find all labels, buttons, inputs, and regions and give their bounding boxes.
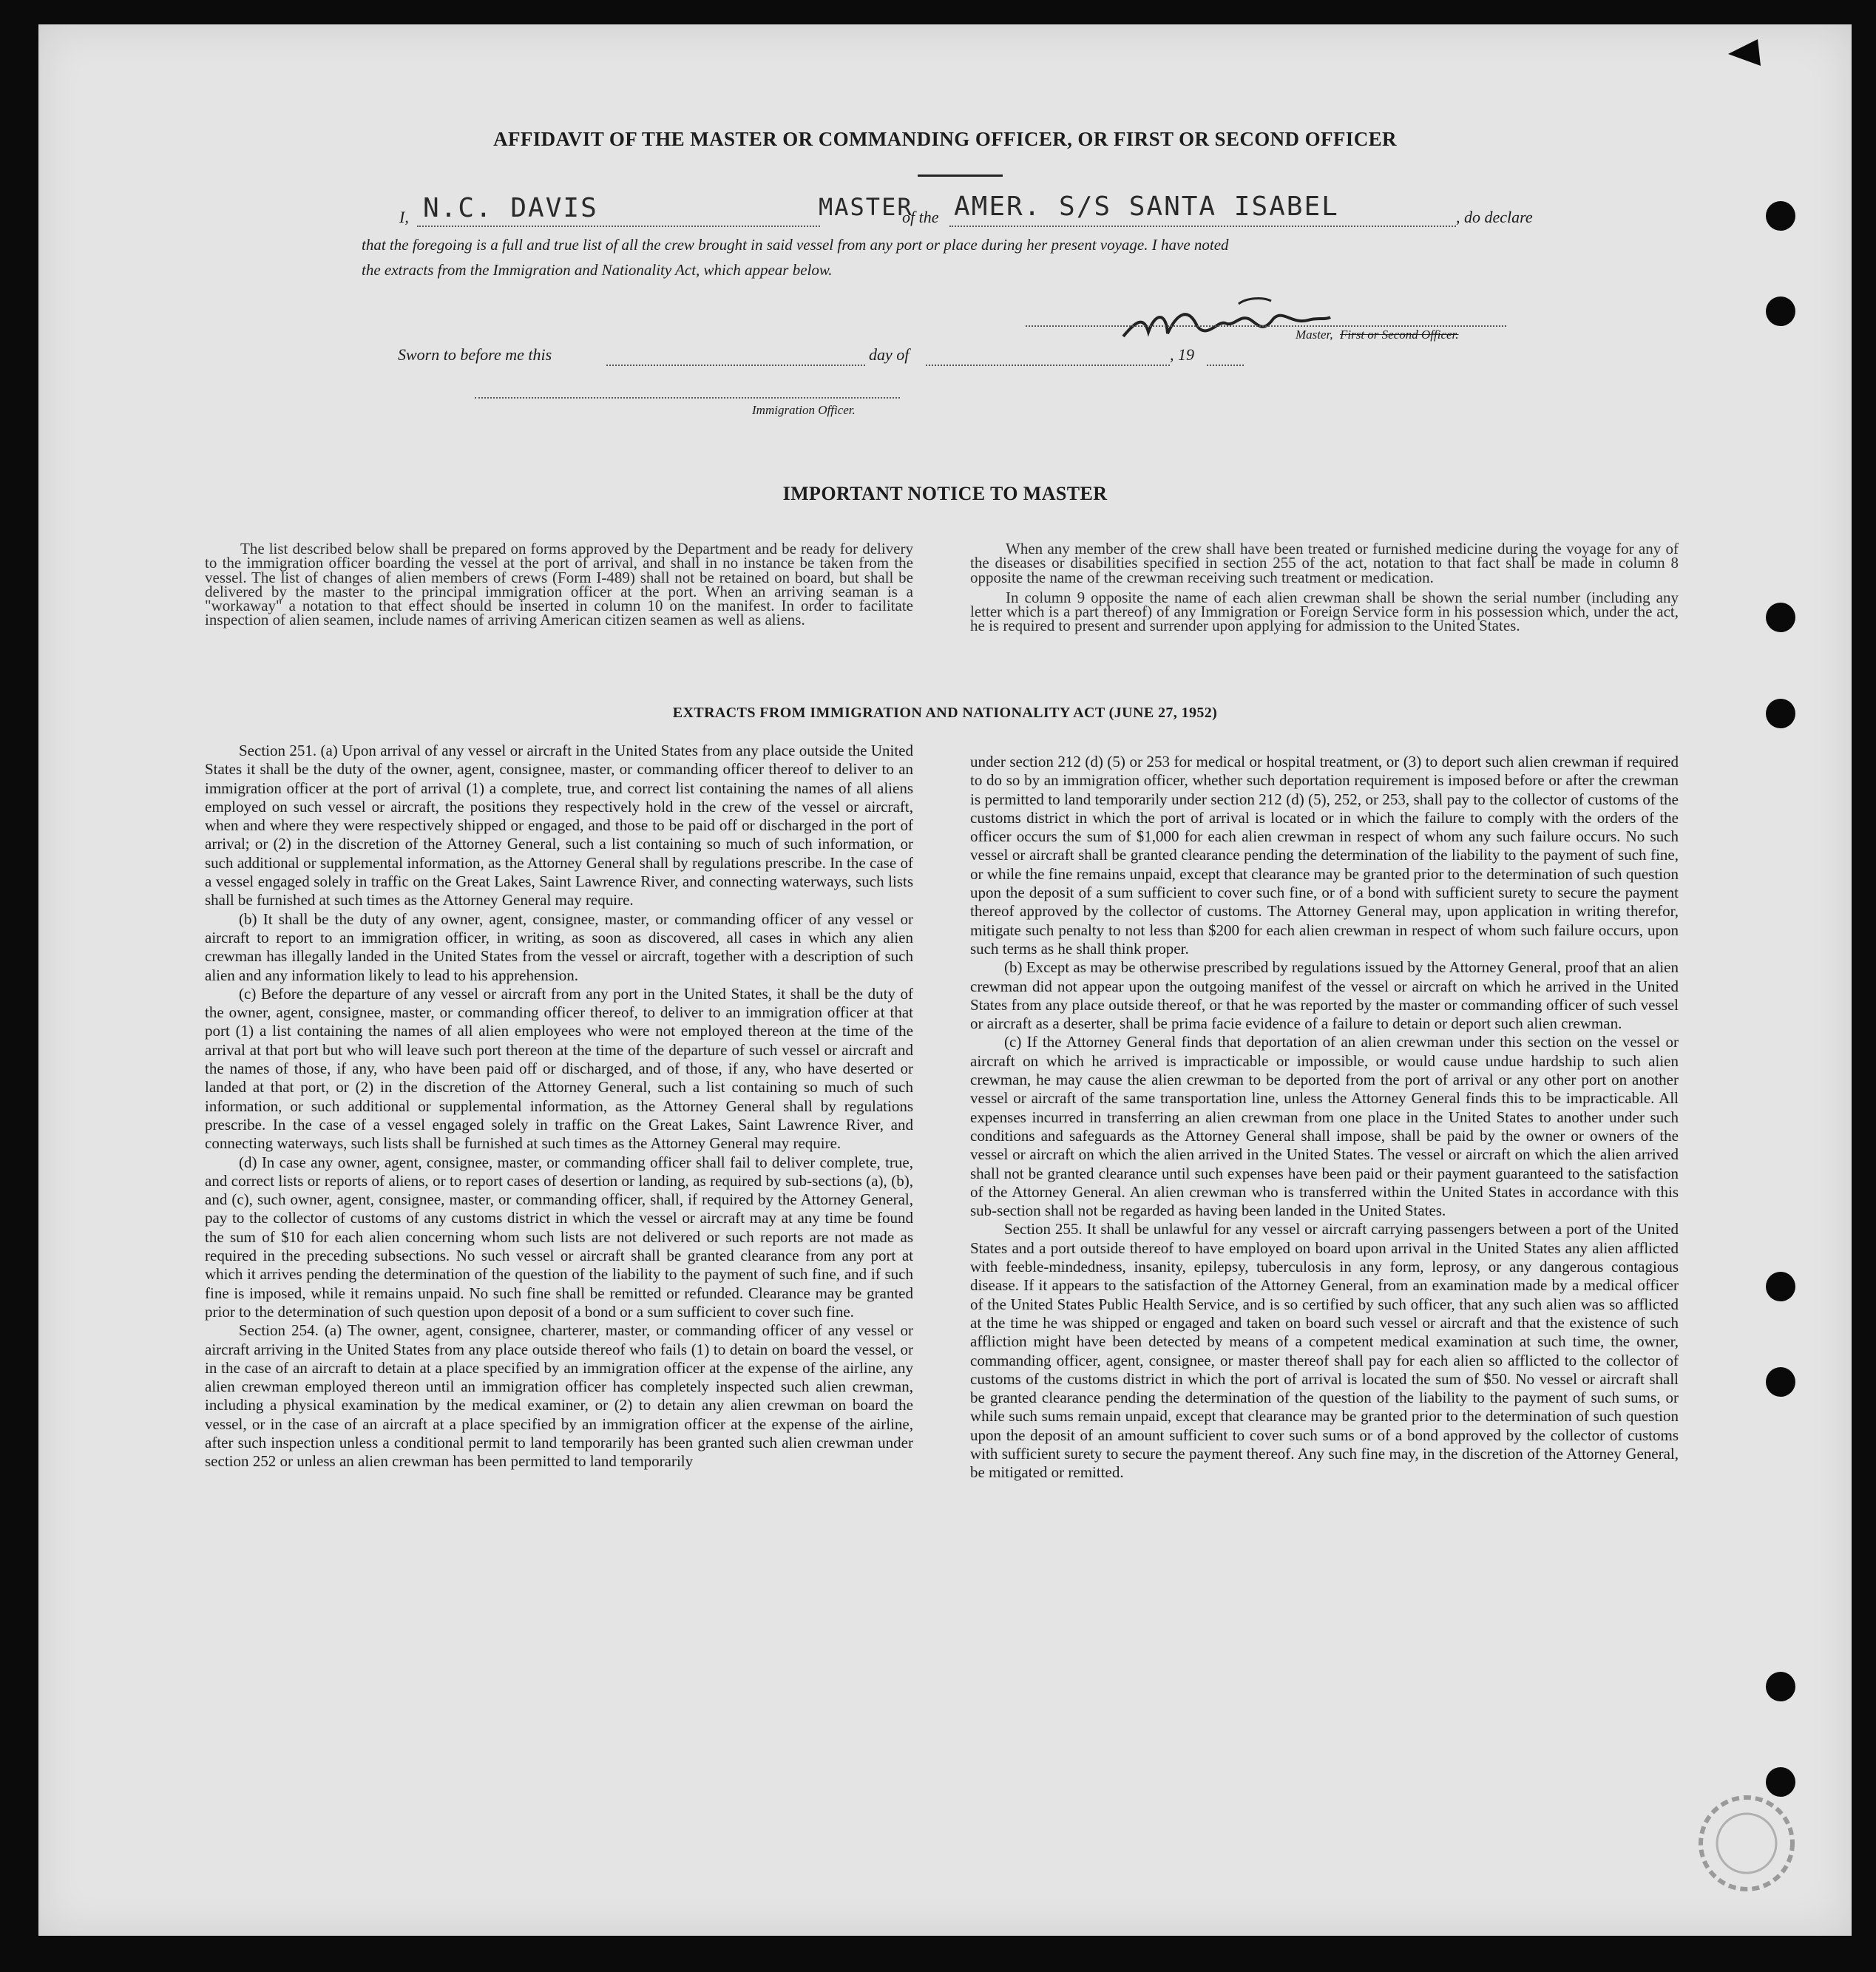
notice-right-text-1: When any member of the crew shall have been treated or furnished medicine during the voyage for any of the diseases or disabilities specified in section 255 of the act, notation to that fact shall be made in column 8 opposite the name of the crewman receiving such treatment or medication.	[970, 540, 1679, 586]
affidavit-title: AFFIDAVIT OF THE MASTER OR COMMANDING OFFICER, OR FIRST OR SECOND OFFICER	[493, 128, 1397, 150]
immigration-officer-line	[475, 394, 900, 399]
title-rule	[918, 175, 1003, 177]
notice-left-column	[205, 542, 913, 628]
affidavit-page	[38, 24, 1852, 1936]
binder-hole	[1766, 1272, 1795, 1301]
sworn-month-line	[926, 362, 1170, 366]
extracts-right-column	[970, 753, 1679, 1483]
declaration-line-3: the extracts from the Immigration and Nationality Act, which appear below.	[362, 261, 833, 279]
declaration-rank: MASTER	[819, 193, 913, 221]
corner-mark-icon	[1728, 39, 1765, 69]
sworn-date-line	[606, 362, 865, 366]
declaration-prefix: I,	[399, 208, 409, 226]
section-254-b: (b) Except as may be otherwise prescribed by regulations issued by the Attorney General, proof that an alien crewman did not appear upon the outgoing manifest of the vessel or aircraft on which he arrived in the United States from any place outside thereof, or that he was reported by the master or commanding officer of such vessel or aircraft as a deserter, shall be prima facie evidence of a failure to detain or deport such alien crewman.	[970, 958, 1679, 1033]
binder-hole	[1766, 1367, 1795, 1397]
binder-hole	[1766, 1672, 1795, 1701]
notice-right-text-2: In column 9 opposite the name of each alien crewman shall be shown the serial number (including any letter which is a part thereof) of any Immigration or Foreign Service form in his possession which, under the act, he is required to present and surrender upon applying for admission to the United States.	[970, 588, 1679, 635]
sworn-year: , 19	[1170, 345, 1194, 364]
section-255: Section 255. It shall be unlawful for any vessel or aircraft carrying passengers between a port of the United States and a port outside thereof to have employed on board upon arrival in the United States any alien afflicted with feeble-mindedness, insanity, epilepsy, tuberculosis in any form, leprosy, or any dangerous contagious disease. If it appears to the satisfaction of the Attorney General, from an examination made by a medical officer of the United States Public Health Service, and is so certified by such officer, that any such alien was so afflicted at the time he was shipped or engaged and taken on board such vessel or aircraft and that the existence of such affliction might have been detected by means of a competent medical examination at such time, the owner, commanding officer, agent, consignee, or master thereof shall pay for each alien so afflicted to the collector of customs of the customs district in which the port of arrival is located the sum of $50. No vessel or aircraft shall be granted clearance pending the determination of the question of the liability to the payment of such sums, or while such sums remain unpaid, except that clearance may be granted prior to the determination of such question upon the deposit of an amount sufficient to cover such sums or of a bond approved by the collector of customs with sufficient surety to secure the payment thereof. Any such fine may, in the discretion of the Attorney General, be mitigated or remitted.	[970, 1220, 1679, 1482]
declaration-line-2: that the foregoing is a full and true list of all the crew brought in said vessel from any port or place during her present voyage. I have noted	[362, 236, 1229, 254]
signature-caption-officer: First or Second Officer.	[1340, 328, 1459, 342]
binder-hole	[1766, 297, 1795, 326]
immigration-officer-caption: Immigration Officer.	[752, 403, 856, 417]
extracts-title: EXTRACTS FROM IMMIGRATION AND NATIONALITY ACT (JUNE 27, 1952)	[672, 705, 1218, 721]
section-251-b: (b) It shall be the duty of any owner, agent, consignee, master, or commanding officer of any vessel or aircraft to report to an immigration officer, in writing, as soon as discovered, all cases in which any alien crewman has illegally landed in the United States from the vessel or aircraft, together with a description of such alien and any information likely to lead to his apprehension.	[205, 909, 913, 984]
sworn-year-line	[1207, 362, 1244, 366]
section-254-a-cont: under section 212 (d) (5) or 253 for medical or hospital treatment, or (3) to deport such alien crewman if required to do so by an immigration officer, whether such deportation requirement is imposed before or after the crewman is permitted to land temporarily under section 212 (d) (5), 252, or 253, shall pay to the collector of customs of the customs district in which the port of arrival is located or in which the failure to comply with the orders of the officer occurs the sum of $1,000 for each alien crewman in respect of whom any such failure occurs. No such vessel or aircraft shall be granted clearance pending the determination of the liability to the payment of such fine, or while the fine remains unpaid, except that clearance may be granted prior to the determination of such question upon the deposit of a sum sufficient to cover such fine, or of a bond with sufficient surety to secure the payment thereof approved by the collector of customs. The Attorney General may, upon application in writing therefor, mitigate such penalty to not less than $200 for each alien crewman in respect of whom such failure occurs, upon such terms as he shall think proper.	[970, 753, 1679, 958]
extracts-left-column	[205, 742, 913, 1471]
faint-stamp	[1691, 1788, 1802, 1899]
signature-caption-master: Master,	[1296, 328, 1333, 342]
declaration-name: N.C. DAVIS	[423, 193, 598, 223]
declaration-suffix: , do declare	[1456, 208, 1533, 226]
binder-hole	[1766, 201, 1795, 231]
section-251-d: (d) In case any owner, agent, consignee, master, or commanding officer shall fail to deliver complete, true, and correct lists or reports of aliens, or to report cases of desertion or landing, as required by sub-sections (a), (b), and (c), such owner, agent, consignee, master, or commanding officer, shall, if required by the Attorney General, pay to the collector of customs of any customs district in which the vessel or aircraft may at any time be found the sum of $10 for each alien concerning whom such lists are not delivered or such reports are not made as required in the preceding subsections. No such vessel or aircraft shall be granted clearance from any port at which it arrives pending the determination of the question of the liability to the payment of such fine, and if such fine is imposed, while it remains unpaid. No such fine shall be remitted or refunded. Clearance may be granted prior to the determination of such question upon deposit of a bond or a sum sufficient to cover such fine.	[205, 1153, 913, 1321]
declaration-vessel-line	[949, 221, 1456, 227]
section-254-c: (c) If the Attorney General finds that deportation of an alien crewman under this section on the vessel or aircraft on which he arrived is impracticable or impossible, or would cause undue hardship to such alien crewman, he may cause the alien crewman to be deported from the port of arrival or any other port on another vessel or aircraft of the same transportation line, unless the Attorney General finds this to be impracticable. All expenses incurred in transferring an alien crewman from one place in the United States to another under such conditions and safeguards as the Attorney General shall impose, shall be paid by the owner or owners of the vessel or aircraft on which the alien arrived in the United States. The vessel or aircraft on which the alien arrived shall not be granted clearance until such expenses have been paid or their payment guaranteed to the satisfaction of the Attorney General. An alien crewman who is transferred within the United States in accordance with this sub-section shall not be regarded as having been landed in the United States.	[970, 1033, 1679, 1220]
notice-title: IMPORTANT NOTICE TO MASTER	[782, 483, 1108, 504]
declaration-vessel: AMER. S/S SANTA ISABEL	[954, 192, 1339, 222]
signature-line	[1026, 322, 1506, 327]
declaration-of-the: of the	[902, 208, 939, 226]
sworn-day-of: day of	[869, 345, 910, 364]
notice-left-text: The list described below shall be prepared on forms approved by the Department and be ready for delivery to the immigration officer boarding the vessel at the port of arrival, and shall in no instance be taken from the vessel. The list of changes of alien members of crews (Form I-489) shall not be retained on board, but shall be delivered by the master to the principal immigration officer at the port. When an arriving seaman is a "workaway" a notation to that effect should be inserted in column 10 on the manifest. In order to facilitate inspection of alien seamen, include names of arriving American citizen seamen as well as aliens.	[205, 540, 913, 629]
binder-hole	[1766, 603, 1795, 632]
section-251-c: (c) Before the departure of any vessel or aircraft from any port in the United States, it shall be the duty of the owner, agent, consignee, master, or commanding officer thereof, to deliver to an immigration officer at that port (1) a list containing the names of all alien employees who were not employed thereon at the time of the arrival at that port but who will leave such port thereon at the time of the departure of such vessel or aircraft and the names of those, if any, who have been paid off or discharged, and of those, if any, who have deserted or landed at that port, or (2) in the discretion of the Attorney General, such a list containing so much of such information, or such additional or supplemental information, as the Attorney General shall by regulations prescribe. In the case of a vessel engaged solely in traffic on the Great Lakes, Saint Lawrence River, and connecting waterways, such lists shall be furnished at such times as the Attorney General may require.	[205, 984, 913, 1153]
sworn-text: Sworn to before me this	[398, 345, 552, 364]
section-251-a: Section 251. (a) Upon arrival of any vessel or aircraft in the United States from any place outside the United States it shall be the duty of the owner, agent, consignee, master, or commanding officer thereof to deliver to an immigration officer at the port of arrival (1) a complete, true, and correct list containing the names of all aliens employed on such vessel or aircraft, the positions they respectively hold in the crew of the vessel or aircraft, when and where they were respectively shipped or engaged, and those to be paid off or discharged in the port of arrival; or (2) in the discretion of the Attorney General, such a list containing so much of such information, or such additional or supplemental information, as the Attorney General shall by regulations prescribe. In the case of a vessel engaged solely in traffic on the Great Lakes, Saint Lawrence River, and connecting waterways, such lists shall be furnished at such times as the Attorney General may require.	[205, 742, 913, 909]
notice-right-column	[970, 542, 1679, 634]
section-254-a: Section 254. (a) The owner, agent, consignee, charterer, master, or commanding officer of any vessel or aircraft arriving in the United States from any place outside thereof who fails (1) to detain on board the vessel, or in the case of an aircraft to detain at a place specified by an immigration officer at the expense of the airline, any alien crewman employed thereon until an immigration officer has completely inspected such alien crewman, including a physical examination by the medical examiner, or (2) to detain any alien crewman on board the vessel, or in the case of an aircraft at a place specified by an immigration officer at the expense of the airline, after such inspection unless a conditional permit to land temporarily has been granted such alien crewman under section 252 or unless an alien crewman has been permitted to land temporarily	[205, 1321, 913, 1471]
